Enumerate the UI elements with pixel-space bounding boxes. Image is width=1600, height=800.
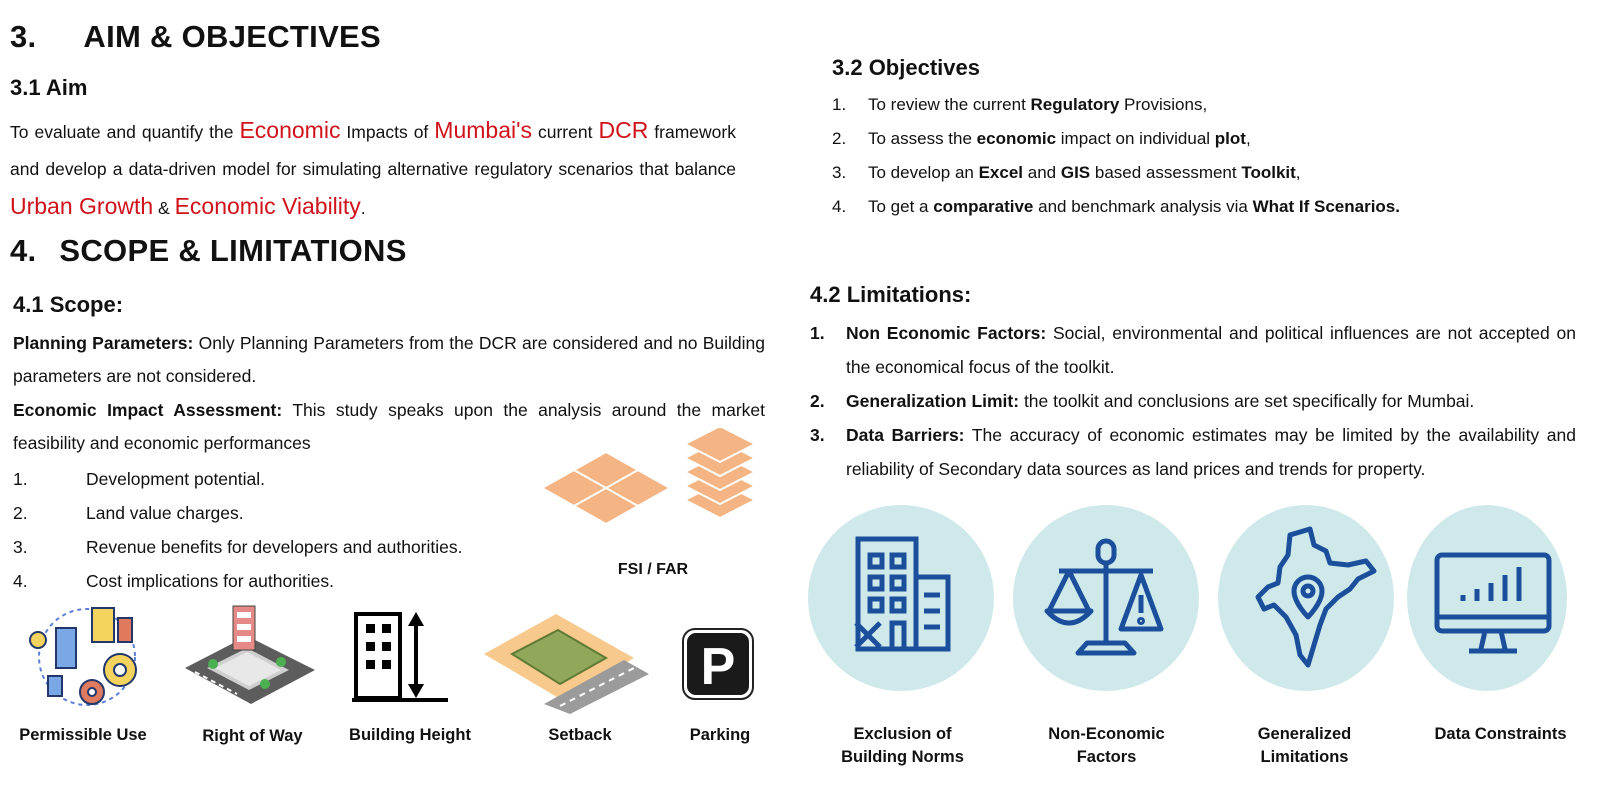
item-text: and	[1023, 163, 1061, 182]
scales-warning-icon	[1013, 505, 1199, 691]
item-text: Provisions,	[1119, 95, 1208, 114]
setback-icon	[484, 614, 649, 714]
scope-heading: 4.1 Scope:	[13, 292, 124, 317]
aim-text: current	[532, 122, 599, 142]
item-text: Development potential.	[86, 469, 265, 489]
list-item	[13, 496, 463, 530]
limitations-list	[810, 316, 1576, 486]
item-text: ,	[1295, 163, 1301, 182]
list-item	[832, 122, 1552, 156]
item-bold: economic	[976, 129, 1057, 148]
item-number: 3.	[832, 163, 847, 182]
aim-paragraph	[10, 112, 736, 227]
item-number: 2.	[810, 391, 825, 411]
highlight-dcr: DCR	[598, 117, 649, 143]
list-item	[810, 418, 1576, 486]
item-number: 1.	[13, 469, 28, 489]
limitation-icon-label	[1418, 723, 1583, 746]
label-line: Non-Economic	[1048, 725, 1165, 743]
label-line: Data Constraints	[1434, 725, 1567, 743]
item-text: The accuracy of economic estimates may be limited by the availability and reliability of Secondary data sources as land prices and trends for property.	[846, 425, 1576, 479]
item-text: Social, environmental and political influences are not accepted on the economical focus of the toolkit.	[846, 323, 1576, 377]
economic-label: Economic Impact Assessment:	[13, 400, 283, 420]
parking-icon	[682, 628, 754, 700]
economic-text: This study speaks upon the analysis around the market feasibility and economic performances	[13, 400, 765, 453]
section-number: 3.	[10, 19, 37, 54]
generalized-circle	[1218, 505, 1394, 691]
item-label: Data Barriers:	[846, 425, 965, 445]
label-line: Building Norms	[841, 748, 964, 766]
item-number: 4.	[13, 571, 28, 591]
limitations-heading: 4.2 Limitations:	[810, 282, 972, 307]
icon-label: Permissible Use	[19, 726, 147, 744]
fsi-caption: FSI / FAR	[617, 561, 689, 578]
item-text-block	[846, 384, 1576, 418]
item-text: based assessment	[1090, 163, 1242, 182]
limitation-icon-label	[820, 723, 985, 769]
planning-parameters-paragraph	[13, 327, 765, 393]
item-text-block	[846, 418, 1576, 486]
item-text: the toolkit and conclusions are set specifically for Mumbai.	[1019, 391, 1475, 411]
item-number: 1.	[810, 323, 825, 343]
limitation-icon-label	[1222, 723, 1387, 769]
item-text: ,	[1245, 129, 1251, 148]
list-item	[13, 564, 463, 598]
plot-tiles-icon	[542, 452, 670, 524]
aim-text: .	[360, 198, 366, 218]
item-number: 2.	[13, 503, 28, 523]
label-line: Limitations	[1260, 748, 1349, 766]
list-item	[832, 190, 1552, 224]
list-item	[832, 88, 1552, 122]
section-title: AIM & OBJECTIVES	[83, 19, 382, 54]
section-number: 4.	[10, 233, 37, 268]
aim-heading: 3.1 Aim	[10, 75, 88, 100]
item-bold: Toolkit	[1241, 163, 1296, 182]
item-bold: What If Scenarios.	[1252, 197, 1400, 216]
item-number: 3.	[810, 425, 825, 445]
icon-label: Building Height	[349, 726, 471, 744]
item-label: Generalization Limit:	[846, 391, 1020, 411]
item-text: To review the current	[868, 95, 1031, 114]
item-label: Non Economic Factors:	[846, 323, 1047, 343]
item-bold: plot	[1214, 129, 1246, 148]
aim-text: framework and develop a data-driven model for simulating alternative regulatory scenarios that balance	[10, 122, 736, 179]
list-item	[810, 316, 1576, 384]
svg-text:P: P	[700, 638, 736, 696]
item-number: 2.	[832, 129, 847, 148]
item-text: impact on individual	[1056, 129, 1215, 148]
highlight-economic-viability: Economic Viability	[174, 193, 361, 219]
label-line: Factors	[1076, 748, 1137, 766]
label-line: Exclusion of	[853, 725, 952, 743]
item-text: To assess the	[868, 129, 977, 148]
limitation-icon-label	[1024, 723, 1189, 769]
list-item	[832, 156, 1552, 190]
item-text: To get a	[868, 197, 934, 216]
item-text: Cost implications for authorities.	[86, 571, 335, 591]
aim-text: Impacts of	[340, 122, 435, 142]
objectives-heading: 3.2 Objectives	[832, 55, 980, 80]
icon-label: Right of Way	[202, 727, 303, 745]
icon-label: Parking	[689, 726, 751, 744]
non-economic-circle	[1013, 505, 1199, 691]
list-item	[13, 530, 463, 564]
right-of-way-icon	[185, 600, 320, 715]
section-4-heading	[10, 233, 407, 269]
section-3-heading	[10, 19, 381, 55]
building-norms-circle	[808, 505, 994, 691]
building-norms-icon	[808, 505, 994, 691]
item-text-block	[846, 316, 1576, 384]
monitor-chart-icon	[1407, 505, 1567, 691]
icon-label: Setback	[548, 726, 612, 744]
item-text: and benchmark analysis via	[1033, 197, 1253, 216]
item-bold: Regulatory	[1030, 95, 1120, 114]
fsi-far-illustration	[540, 428, 765, 546]
item-text: Land value charges.	[86, 503, 244, 523]
highlight-mumbai: Mumbai's	[434, 117, 532, 143]
planning-label: Planning Parameters:	[13, 333, 194, 353]
item-text: Revenue benefits for developers and authorities.	[86, 537, 463, 557]
section-title: SCOPE & LIMITATIONS	[59, 233, 407, 268]
item-bold: comparative	[933, 197, 1034, 216]
item-number: 1.	[832, 95, 847, 114]
india-map-pin-icon	[1218, 505, 1394, 691]
item-number: 4.	[832, 197, 847, 216]
aim-text: &	[153, 198, 175, 218]
highlight-economic: Economic	[239, 117, 341, 143]
aim-text: To evaluate and quantify the	[10, 122, 240, 142]
list-item	[13, 462, 463, 496]
stacked-floors-icon	[685, 428, 755, 518]
list-item	[810, 384, 1576, 418]
planning-text: Only Planning Parameters from the DCR are considered and no Building parameters are not considered.	[13, 333, 765, 386]
permissible-use-icon	[22, 600, 152, 715]
objectives-list	[832, 88, 1552, 224]
item-bold: Excel	[978, 163, 1024, 182]
item-bold: GIS	[1060, 163, 1091, 182]
building-height-icon	[352, 608, 452, 708]
item-number: 3.	[13, 537, 28, 557]
scope-list	[13, 462, 463, 598]
label-line: Generalized	[1257, 725, 1352, 743]
highlight-urban-growth: Urban Growth	[10, 193, 154, 219]
item-text: To develop an	[868, 163, 979, 182]
data-constraints-circle	[1407, 505, 1567, 691]
